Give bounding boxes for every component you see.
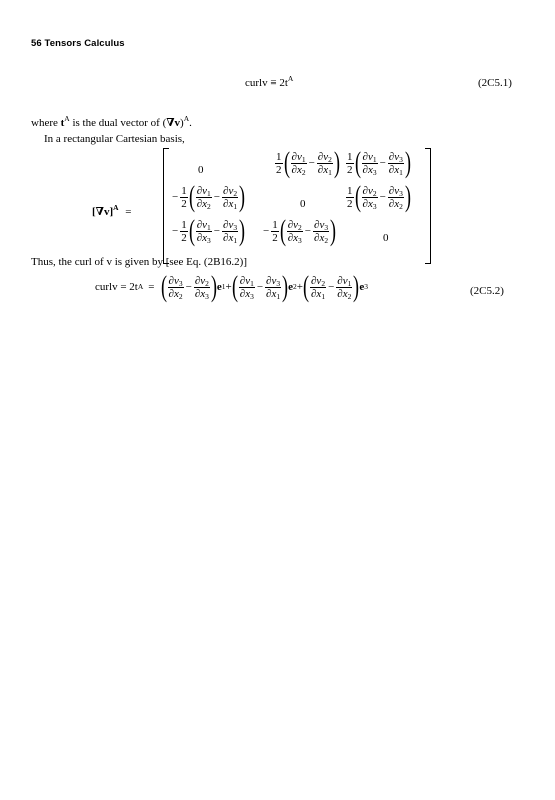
matrix-cell-13: $\frac{1}{2}$ ( $\frac{\partial v_1}{\partial x_3}$ − $\frac{\partial v_3}{\partial x_1}$ ) (347, 146, 411, 179)
matrix-cell-12: $\frac{1}{2}$ ( $\frac{\partial v_1}{\partial x_2}$ − $\frac{\partial v_2}{\partial x_1}$ ) (276, 146, 340, 179)
page-number: 56 (31, 38, 42, 49)
matrix-cell-31: − $\frac{1}{2}$ ( $\frac{\partial v_1}{\partial x_3}$ − $\frac{\partial v_3}{\partial x_1}$ ) (172, 214, 246, 247)
matrix-right-bracket (425, 148, 431, 264)
matrix-cell-21: − $\frac{1}{2}$ ( $\frac{\partial v_1}{\partial x_2}$ − $\frac{\partial v_2}{\partial x_1}$ ) (172, 180, 246, 213)
matrix-lhs: $[\nabla v]^A$ = (92, 203, 132, 218)
equation-number-2c5-1: (2C5.1) (478, 77, 512, 89)
matrix-cell-33: 0 (383, 232, 389, 244)
basis-line: In a rectangular Cartesian basis, (44, 133, 185, 145)
matrix-cell-11: 0 (198, 164, 204, 176)
where-line: where $t^A$ is the dual vector of $(\nabla v)^A$. (31, 114, 192, 129)
thus-line: Thus, the curl of v is given by [see Eq. (2B16.2)] (31, 256, 247, 268)
page-header (31, 38, 125, 49)
equation-number-2c5-2: (2C5.2) (470, 285, 504, 297)
matrix-cell-22: 0 (300, 198, 306, 210)
equation-2c5-2: curlv = 2t A = ( $\frac{\partial v_3}{\partial x_2}$ − $\frac{\partial v_2}{\partial x_3}$ ) e 1 + ( $\frac{\partial v_1}{\partial x_3}$ − $\frac{\partial v_3}{\partial x_1}$ ) e 2 + ( $\frac{\partial v_2}{\partial x_1}$ − $\frac{\partial v_1}{\partial x_2}$ ) e 3 (95, 270, 368, 303)
matrix-cell-32: − $\frac{1}{2}$ ( $\frac{\partial v_2}{\partial x_3}$ − $\frac{\partial v_3}{\partial x_2}$ ) (263, 214, 337, 247)
equation-2c5-1: curlv ≡ $2t^A$ (245, 74, 294, 89)
matrix-left-bracket (163, 148, 169, 264)
matrix-cell-23: $\frac{1}{2}$ ( $\frac{\partial v_2}{\partial x_3}$ − $\frac{\partial v_3}{\partial x_2}$ ) (347, 180, 411, 213)
book-title: Tensors Calculus (44, 38, 125, 49)
